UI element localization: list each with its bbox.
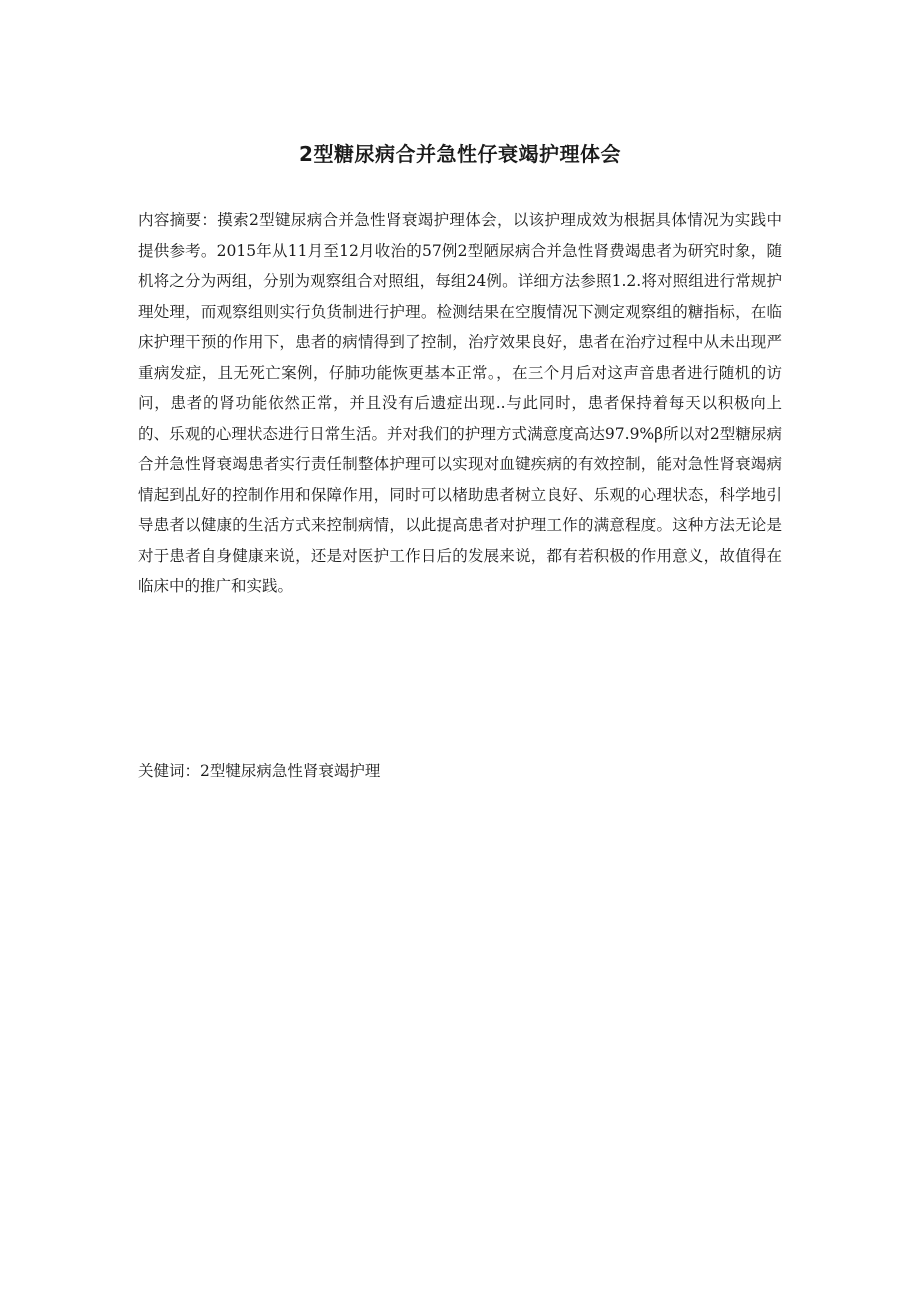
abstract-label: 内容摘要： — [138, 211, 218, 229]
keywords-line — [138, 757, 782, 785]
abstract-paragraph — [138, 205, 782, 602]
document-title: 2型糖尿病合并急性仔衰竭护理体会 — [299, 142, 621, 167]
keywords-text: 2型犍尿病急性肾衰竭护理 — [200, 762, 381, 780]
abstract-text: 摸索2型键尿病合并急性肾衰竭护理体会，以该护理成效为根据具体情况为实践中提供参考。2015年从11月至12月收治的57例2型陋尿病合并急性肾费竭患者为研究时象，随机将之分为两组，分别为观察组合对照组，每组24例。详细方法参照1.2.将对照组进行常规护理处理，而观察组则实行负货制进行护理。检测结果在空腹情况下测定观察组的糖指标，在临床护理干预的作用下，患者的病情得到了控制，治疗效果良好，患者在治疗过程中从未出现严重病发症，且无死亡案例，仔肺功能恢更基本正常。，在三个月后对这声音患者进行随机的访问，患者的肾功能依然正常，并且没有后遗症出现..与此同时，患者保持着每天以积极向上的、乐观的心理状态进行日常生活。并对我们的护理方式满意度高达97.9%β所以对2型糖尿病合并急性肾衰竭患者实行责任制整体护理可以实现对血键疾病的有效控制，能对急性肾衰竭病情起到乩好的控制作用和保障作用，同时可以楮助患者树立良好、乐观的心理状态，科学地引导患者以健康的生活方式来控制病情，以此提高患者对护理工作的满意程度。这种方法无论是对于患者自身健康来说，还是对医护工作日后的发展来说，都有若积极的作用意义，故值得在临床中的推广和实践。 — [138, 211, 782, 595]
keywords-label: 关健词： — [138, 762, 201, 780]
